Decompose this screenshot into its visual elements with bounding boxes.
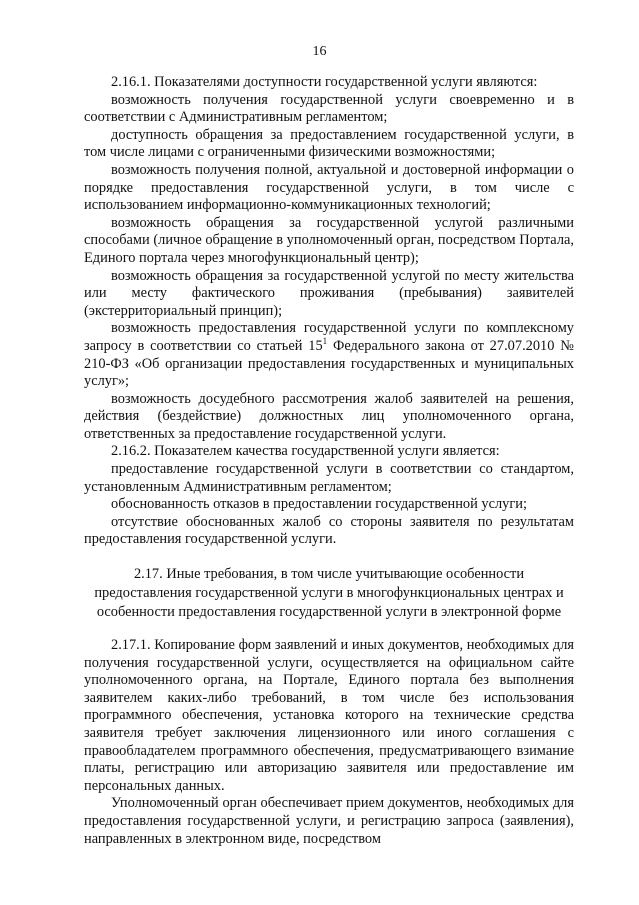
paragraph-complex-request — [84, 320, 574, 390]
paragraph-pretrial: возможность досудебного рассмотрения жалоб заявителей на решения, действия (бездействие) должностных лиц уполномоченного органа, ответственных за предоставление государственной услуги. — [84, 390, 574, 442]
document-body — [84, 74, 574, 848]
paragraph-2-16-2: 2.16.2. Показателем качества государственной услуги является: — [111, 443, 500, 460]
paragraph-extraterritorial: возможность обращения за государственной услугой по месту жительства или месту фактического проживания (пребывания) заявителей (экстерриториальный принцип); — [84, 267, 574, 319]
paragraph-standard: предоставление государственной услуги в соответствии со стандартом, установленным Административным регламентом; — [84, 461, 574, 495]
paragraph-information: возможность получения полной, актуальной и достоверной информации о порядке предоставления государственной услуги, в том числе с использованием информационно-коммуникационных технологий; — [84, 161, 574, 214]
section-heading-2-17: 2.17. Иные требования, в том числе учитывающие особенности предоставления государственной услуги в многофункциональных центрах и особенности предоставления государственной услуги в электронной форме — [94, 566, 564, 621]
complex-request-law: Федерального закона от 27.07.2010 № 210-ФЗ «Об организации предоставления государственных и муниципальных услуг»; — [84, 337, 574, 390]
paragraph-refusals: обоснованность отказов в предоставлении государственной услуги; — [111, 496, 527, 513]
complex-request-text: возможность предоставления государственной услуги по комплексному запросу в соответствии со статьей 15 — [84, 320, 574, 354]
paragraph-complaints: отсутствие обоснованных жалоб со стороны заявителя по результатам предоставления государственной услуги. — [84, 513, 574, 548]
footnote-superscript: 1 — [322, 336, 328, 347]
paragraph-electronic-receipt: Уполномоченный орган обеспечивает прием документов, необходимых для предоставления государственной услуги, и регистрацию запроса (заявления), направленных в электронном виде, посредством — [84, 795, 574, 847]
paragraph-timely: возможность получения государственной услуги своевременно и в соответствии с Административным регламентом; — [84, 91, 574, 126]
paragraph-methods: возможность обращения за государственной услугой различными способами (личное обращение в уполномоченный орган, посредством Портала, Единого портала через многофункциональный центр); — [84, 214, 574, 266]
page-number: 16 — [312, 44, 327, 59]
paragraph-2-17-1: 2.17.1. Копирование форм заявлений и иных документов, необходимых для получения государственной услуги, осуществляется на официальном сайте уполномоченного органа, на Портале, Единого портала без выполнения заявителем каких-либо требований, в том числе без использования программного обеспечения, установка которого на технические средства заявителя требует заключения лицензионного или иного соглашения с правообладателем программного обеспечения, предусматривающего взимание платы, регистрацию или авторизацию заявителя или предоставление им персональных данных. — [84, 637, 574, 794]
paragraph-accessibility: доступность обращения за предоставлением государственной услуги, в том числе лицами с ограниченными физическими возможностями; — [84, 126, 574, 161]
paragraph-2-16-1: 2.16.1. Показателями доступности государственной услуги являются: — [111, 74, 538, 90]
